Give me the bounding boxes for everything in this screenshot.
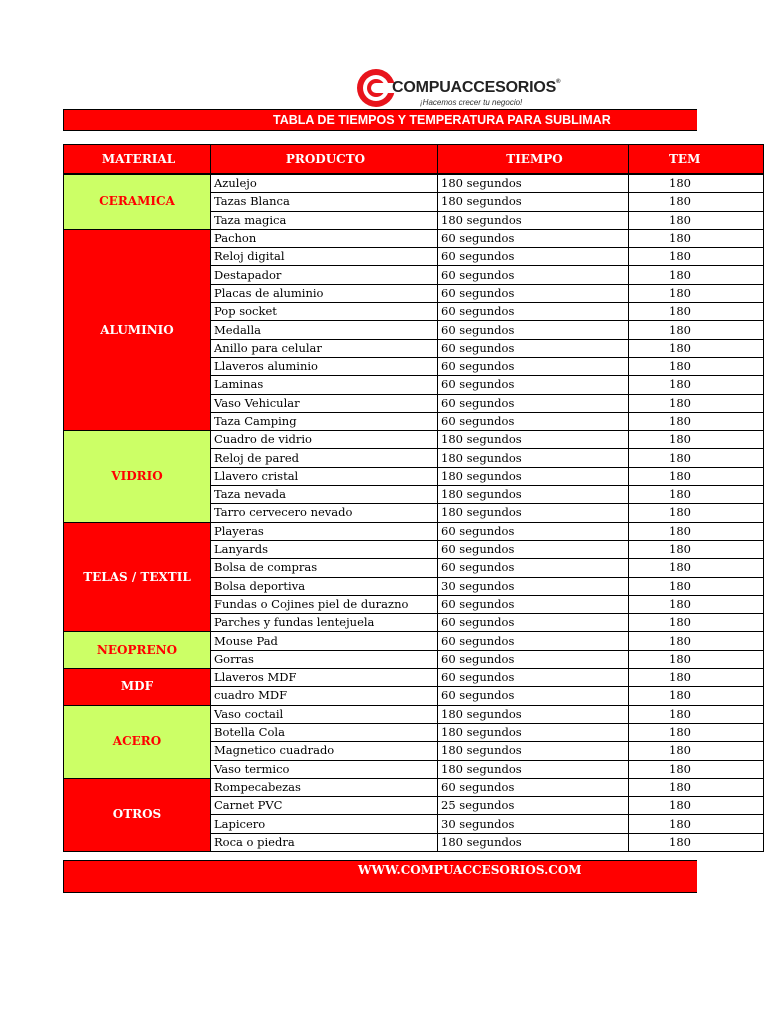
temperature-cell: 180 <box>629 797 764 815</box>
temperature-cell: 180 <box>629 723 764 741</box>
time-cell: 180 segundos <box>438 742 629 760</box>
temperature-cell: 180 <box>629 449 764 467</box>
product-cell: Taza Camping <box>211 412 438 430</box>
time-cell: 60 segundos <box>438 412 629 430</box>
product-cell: Placas de aluminio <box>211 284 438 302</box>
logo-company-name: COMPUACCESORIOS® <box>392 79 561 96</box>
table-body <box>64 174 764 851</box>
product-cell: Mouse Pad <box>211 632 438 650</box>
product-cell: Vaso termico <box>211 760 438 778</box>
logo-tagline: ¡Hacemos crecer tu negocio! <box>420 98 523 107</box>
product-cell: Magnetico cuadrado <box>211 742 438 760</box>
product-cell: Roca o piedra <box>211 833 438 851</box>
product-cell: Playeras <box>211 522 438 540</box>
product-cell: Tazas Blanca <box>211 193 438 211</box>
time-cell: 180 segundos <box>438 504 629 522</box>
material-cell: NEOPRENO <box>64 632 211 669</box>
product-cell: Rompecabezas <box>211 778 438 796</box>
time-cell: 30 segundos <box>438 577 629 595</box>
temperature-cell: 180 <box>629 705 764 723</box>
product-cell: Botella Cola <box>211 723 438 741</box>
product-cell: Carnet PVC <box>211 797 438 815</box>
time-cell: 180 segundos <box>438 486 629 504</box>
temperature-cell: 180 <box>629 486 764 504</box>
product-cell: Vaso coctail <box>211 705 438 723</box>
time-cell: 180 segundos <box>438 449 629 467</box>
time-cell: 60 segundos <box>438 284 629 302</box>
temperature-cell: 180 <box>629 833 764 851</box>
column-header-material: MATERIAL <box>64 145 211 175</box>
sublimation-table-container <box>63 144 701 852</box>
time-cell: 60 segundos <box>438 669 629 687</box>
column-header-producto: PRODUCTO <box>211 145 438 175</box>
column-header-tiempo: TIEMPO <box>438 145 629 175</box>
table-row <box>64 174 764 193</box>
product-cell: Llavero cristal <box>211 467 438 485</box>
product-cell: Llaveros aluminio <box>211 357 438 375</box>
product-cell: cuadro MDF <box>211 687 438 705</box>
product-cell: Fundas o Cojines piel de durazno <box>211 595 438 613</box>
time-cell: 30 segundos <box>438 815 629 833</box>
time-cell: 25 segundos <box>438 797 629 815</box>
temperature-cell: 180 <box>629 229 764 247</box>
time-cell: 60 segundos <box>438 303 629 321</box>
material-cell: VIDRIO <box>64 431 211 522</box>
product-cell: Lanyards <box>211 540 438 558</box>
table-row <box>64 669 764 687</box>
temperature-cell: 180 <box>629 742 764 760</box>
material-cell: CERAMICA <box>64 174 211 229</box>
product-cell: Gorras <box>211 650 438 668</box>
time-cell: 180 segundos <box>438 431 629 449</box>
product-cell: Tarro cervecero nevado <box>211 504 438 522</box>
product-cell: Cuadro de vidrio <box>211 431 438 449</box>
material-cell: ACERO <box>64 705 211 778</box>
temperature-cell: 180 <box>629 577 764 595</box>
product-cell: Pop socket <box>211 303 438 321</box>
temperature-cell: 180 <box>629 540 764 558</box>
material-cell: OTROS <box>64 778 211 851</box>
temperature-cell: 180 <box>629 815 764 833</box>
product-cell: Bolsa deportiva <box>211 577 438 595</box>
time-cell: 60 segundos <box>438 376 629 394</box>
temperature-cell: 180 <box>629 284 764 302</box>
temperature-cell: 180 <box>629 376 764 394</box>
product-cell: Destapador <box>211 266 438 284</box>
temperature-cell: 180 <box>629 669 764 687</box>
product-cell: Bolsa de compras <box>211 559 438 577</box>
time-cell: 180 segundos <box>438 467 629 485</box>
time-cell: 60 segundos <box>438 357 629 375</box>
time-cell: 60 segundos <box>438 650 629 668</box>
temperature-cell: 180 <box>629 650 764 668</box>
time-cell: 60 segundos <box>438 614 629 632</box>
time-cell: 180 segundos <box>438 174 629 193</box>
time-cell: 60 segundos <box>438 229 629 247</box>
temperature-cell: 180 <box>629 687 764 705</box>
time-cell: 60 segundos <box>438 540 629 558</box>
temperature-cell: 180 <box>629 778 764 796</box>
temperature-cell: 180 <box>629 559 764 577</box>
temperature-cell: 180 <box>629 595 764 613</box>
temperature-cell: 180 <box>629 431 764 449</box>
product-cell: Taza magica <box>211 211 438 229</box>
time-cell: 60 segundos <box>438 394 629 412</box>
material-cell: TELAS / TEXTIL <box>64 522 211 632</box>
time-cell: 60 segundos <box>438 778 629 796</box>
title-bar <box>63 109 697 131</box>
temperature-cell: 180 <box>629 321 764 339</box>
time-cell: 60 segundos <box>438 632 629 650</box>
temperature-cell: 180 <box>629 632 764 650</box>
temperature-cell: 180 <box>629 303 764 321</box>
temperature-cell: 180 <box>629 248 764 266</box>
time-cell: 60 segundos <box>438 248 629 266</box>
company-logo <box>356 68 561 110</box>
time-cell: 180 segundos <box>438 193 629 211</box>
temperature-cell: 180 <box>629 339 764 357</box>
product-cell: Pachon <box>211 229 438 247</box>
time-cell: 180 segundos <box>438 833 629 851</box>
product-cell: Azulejo <box>211 174 438 193</box>
time-cell: 60 segundos <box>438 321 629 339</box>
table-row <box>64 778 764 796</box>
time-cell: 60 segundos <box>438 687 629 705</box>
product-cell: Taza nevada <box>211 486 438 504</box>
product-cell: Laminas <box>211 376 438 394</box>
product-cell: Reloj de pared <box>211 449 438 467</box>
time-cell: 180 segundos <box>438 723 629 741</box>
material-cell: MDF <box>64 669 211 706</box>
product-cell: Parches y fundas lentejuela <box>211 614 438 632</box>
time-cell: 180 segundos <box>438 211 629 229</box>
temperature-cell: 180 <box>629 211 764 229</box>
product-cell: Reloj digital <box>211 248 438 266</box>
temperature-cell: 180 <box>629 357 764 375</box>
temperature-cell: 180 <box>629 193 764 211</box>
compuaccesorios-logo-icon <box>356 68 396 108</box>
product-cell: Medalla <box>211 321 438 339</box>
time-cell: 180 segundos <box>438 705 629 723</box>
column-header-temperatura: TEM <box>629 145 764 175</box>
temperature-cell: 180 <box>629 504 764 522</box>
temperature-cell: 180 <box>629 394 764 412</box>
temperature-cell: 180 <box>629 467 764 485</box>
temperature-cell: 180 <box>629 614 764 632</box>
product-cell: Llaveros MDF <box>211 669 438 687</box>
product-cell: Vaso Vehicular <box>211 394 438 412</box>
temperature-cell: 180 <box>629 522 764 540</box>
product-cell: Lapicero <box>211 815 438 833</box>
material-cell: ALUMINIO <box>64 229 211 430</box>
temperature-cell: 180 <box>629 760 764 778</box>
table-row <box>64 632 764 650</box>
footer-website: WWW.COMPUACCESORIOS.COM <box>358 863 582 877</box>
temperature-cell: 180 <box>629 266 764 284</box>
table-header-row <box>64 145 764 175</box>
time-cell: 60 segundos <box>438 522 629 540</box>
time-cell: 60 segundos <box>438 595 629 613</box>
page-title: TABLA DE TIEMPOS Y TEMPERATURA PARA SUBLIMAR <box>273 113 611 127</box>
table-row <box>64 431 764 449</box>
sublimation-table <box>63 144 764 852</box>
table-row <box>64 705 764 723</box>
time-cell: 60 segundos <box>438 339 629 357</box>
table-row <box>64 522 764 540</box>
product-cell: Anillo para celular <box>211 339 438 357</box>
time-cell: 180 segundos <box>438 760 629 778</box>
time-cell: 60 segundos <box>438 266 629 284</box>
temperature-cell: 180 <box>629 174 764 193</box>
footer-bar <box>63 860 697 893</box>
temperature-cell: 180 <box>629 412 764 430</box>
table-row <box>64 229 764 247</box>
time-cell: 60 segundos <box>438 559 629 577</box>
